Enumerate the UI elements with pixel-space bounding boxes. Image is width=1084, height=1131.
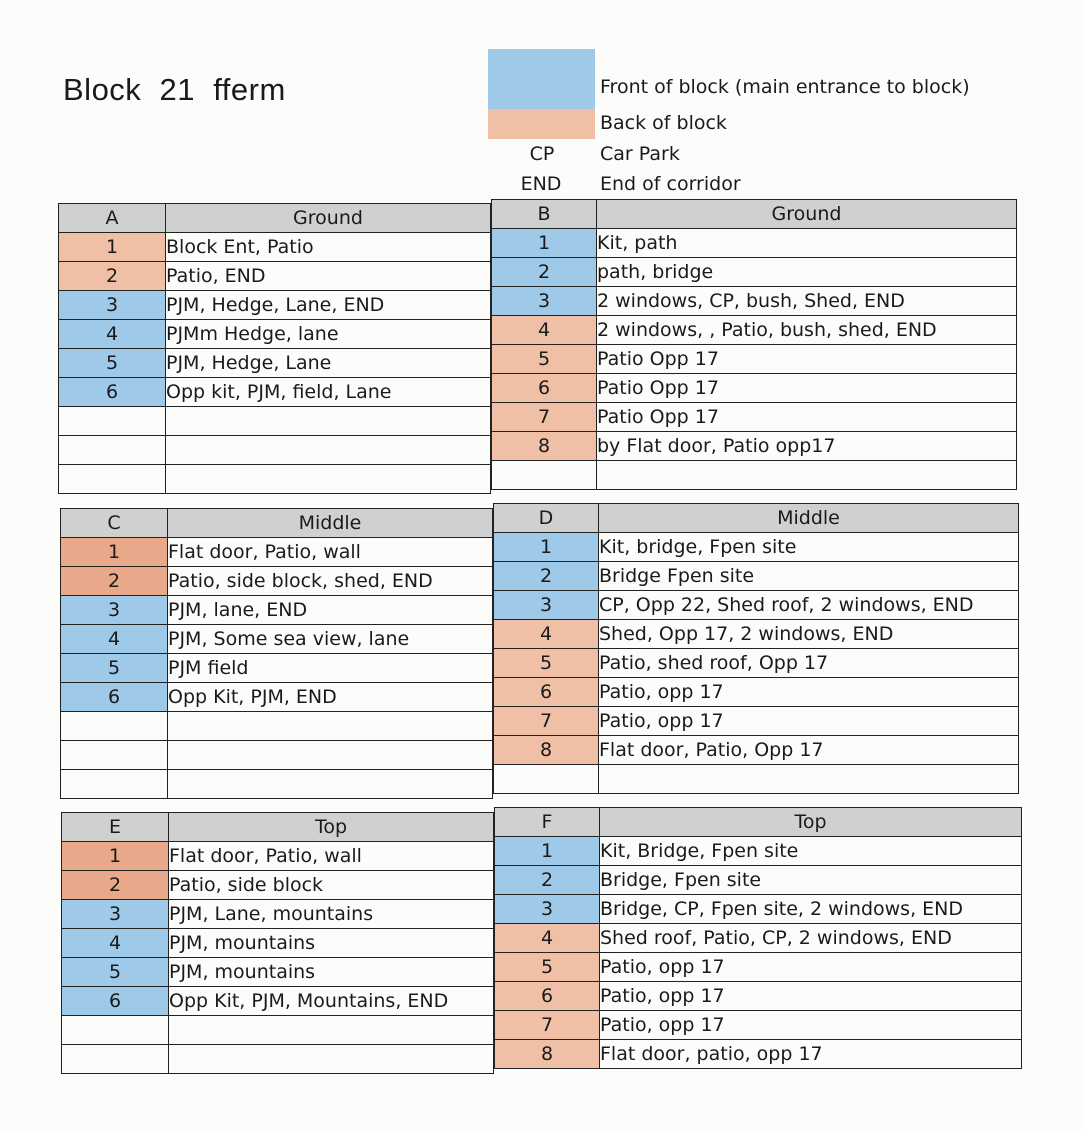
table-row <box>59 378 491 407</box>
section-letter: D <box>494 504 599 533</box>
room-number: 3 <box>495 895 600 924</box>
legend-back-label: Back of block <box>600 112 727 134</box>
section-header <box>62 813 494 842</box>
room-number: 7 <box>492 403 597 432</box>
floor-label: Middle <box>599 504 1019 533</box>
section-letter: B <box>492 200 597 229</box>
table-row <box>61 712 493 741</box>
room-number: 1 <box>494 533 599 562</box>
room-number: 8 <box>492 432 597 461</box>
room-number <box>492 461 597 490</box>
table-B <box>491 199 1017 490</box>
room-view-description: PJM, Some sea view, lane <box>168 625 493 654</box>
table-row <box>495 895 1022 924</box>
room-number: 5 <box>492 345 597 374</box>
legend-cp-label: Car Park <box>600 143 680 165</box>
section-letter: A <box>59 204 166 233</box>
room-view-description: Flat door, Patio, Opp 17 <box>599 736 1019 765</box>
room-view-description: Shed roof, Patio, CP, 2 windows, END <box>600 924 1022 953</box>
room-view-description: 2 windows, , Patio, bush, shed, END <box>597 316 1017 345</box>
room-number: 8 <box>494 736 599 765</box>
table-row <box>61 741 493 770</box>
room-view-description: Bridge Fpen site <box>599 562 1019 591</box>
table-row <box>59 436 491 465</box>
room-view-description: Flat door, Patio, wall <box>168 538 493 567</box>
room-number: 4 <box>61 625 168 654</box>
table-row <box>495 924 1022 953</box>
room-number: 6 <box>59 378 166 407</box>
table-row <box>492 461 1017 490</box>
room-view-description: Opp Kit, PJM, END <box>168 683 493 712</box>
room-view-description: 2 windows, CP, bush, Shed, END <box>597 287 1017 316</box>
table-row <box>61 683 493 712</box>
room-number: 6 <box>492 374 597 403</box>
room-number: 3 <box>59 291 166 320</box>
legend-end-abbr: END <box>520 173 562 195</box>
room-view-description <box>599 765 1019 794</box>
table-row <box>494 736 1019 765</box>
table-row <box>61 567 493 596</box>
floor-label: Top <box>169 813 494 842</box>
room-number <box>62 1045 169 1074</box>
room-number: 2 <box>492 258 597 287</box>
room-number: 2 <box>61 567 168 596</box>
room-number: 4 <box>495 924 600 953</box>
room-view-description: Patio, opp 17 <box>599 707 1019 736</box>
legend-cp-abbr: CP <box>529 143 555 165</box>
room-view-description: by Flat door, Patio opp17 <box>597 432 1017 461</box>
table-row <box>61 625 493 654</box>
table-row <box>492 258 1017 287</box>
room-number: 8 <box>495 1040 600 1069</box>
room-view-description: Patio Opp 17 <box>597 345 1017 374</box>
legend-end-label: End of corridor <box>600 173 741 195</box>
table-row <box>62 1016 494 1045</box>
floor-label: Ground <box>597 200 1017 229</box>
room-number: 2 <box>494 562 599 591</box>
room-number: 3 <box>62 900 169 929</box>
table-row <box>494 707 1019 736</box>
table-row <box>62 871 494 900</box>
floor-label: Top <box>600 808 1022 837</box>
front-swatch <box>488 49 595 109</box>
table-row <box>492 345 1017 374</box>
table-row <box>59 233 491 262</box>
section-letter: C <box>61 509 168 538</box>
room-view-description <box>169 1045 494 1074</box>
room-number: 4 <box>59 320 166 349</box>
room-view-description: path, bridge <box>597 258 1017 287</box>
table-A <box>58 203 491 494</box>
table-row <box>495 866 1022 895</box>
room-view-description: PJM, Lane, mountains <box>169 900 494 929</box>
room-view-description: Kit, bridge, Fpen site <box>599 533 1019 562</box>
room-view-description: CP, Opp 22, Shed roof, 2 windows, END <box>599 591 1019 620</box>
table-row <box>62 987 494 1016</box>
room-view-description: Patio, side block <box>169 871 494 900</box>
section-header <box>61 509 493 538</box>
table-E <box>61 812 494 1074</box>
room-view-description: Patio Opp 17 <box>597 403 1017 432</box>
room-number <box>59 436 166 465</box>
table-row <box>61 538 493 567</box>
room-view-description: Patio, END <box>166 262 491 291</box>
room-view-description: Block Ent, Patio <box>166 233 491 262</box>
room-number: 5 <box>62 958 169 987</box>
table-row <box>62 1045 494 1074</box>
room-number: 5 <box>494 649 599 678</box>
room-number <box>61 770 168 799</box>
room-number: 2 <box>62 871 169 900</box>
room-number: 7 <box>494 707 599 736</box>
room-view-description: Patio, side block, shed, END <box>168 567 493 596</box>
table-row <box>494 678 1019 707</box>
table-row <box>492 229 1017 258</box>
room-number <box>61 712 168 741</box>
room-number <box>59 465 166 494</box>
section-header <box>59 204 491 233</box>
room-view-description <box>166 465 491 494</box>
room-number: 1 <box>495 837 600 866</box>
table-row <box>494 591 1019 620</box>
table-row <box>62 900 494 929</box>
room-view-description <box>168 741 493 770</box>
section-header <box>495 808 1022 837</box>
floor-label: Middle <box>168 509 493 538</box>
table-row <box>495 1011 1022 1040</box>
room-view-description <box>168 712 493 741</box>
room-view-description: Patio, shed roof, Opp 17 <box>599 649 1019 678</box>
room-view-description <box>597 461 1017 490</box>
room-number <box>494 765 599 794</box>
room-view-description: Patio, opp 17 <box>600 953 1022 982</box>
room-view-description: Patio, opp 17 <box>600 982 1022 1011</box>
room-number: 6 <box>61 683 168 712</box>
room-view-description: Bridge, Fpen site <box>600 866 1022 895</box>
room-view-description: Kit, path <box>597 229 1017 258</box>
room-view-description: PJM field <box>168 654 493 683</box>
table-row <box>495 953 1022 982</box>
section-letter: F <box>495 808 600 837</box>
room-number <box>61 741 168 770</box>
room-view-description: PJM, Hedge, Lane <box>166 349 491 378</box>
table-row <box>495 982 1022 1011</box>
table-row <box>492 403 1017 432</box>
room-number: 3 <box>494 591 599 620</box>
room-number: 3 <box>61 596 168 625</box>
table-row <box>492 374 1017 403</box>
table-row <box>492 287 1017 316</box>
table-row <box>62 842 494 871</box>
table-F <box>494 807 1022 1069</box>
table-D <box>493 503 1019 794</box>
table-row <box>494 533 1019 562</box>
room-view-description <box>166 407 491 436</box>
page-title: Block 21 fferm <box>63 72 286 107</box>
room-view-description <box>166 436 491 465</box>
room-number: 6 <box>494 678 599 707</box>
room-view-description: PJM, lane, END <box>168 596 493 625</box>
table-row <box>59 349 491 378</box>
floor-label: Ground <box>166 204 491 233</box>
room-view-description: Bridge, CP, Fpen site, 2 windows, END <box>600 895 1022 924</box>
table-row <box>62 929 494 958</box>
room-number: 7 <box>495 1011 600 1040</box>
room-number: 1 <box>62 842 169 871</box>
back-swatch <box>488 109 595 139</box>
room-number: 5 <box>61 654 168 683</box>
room-number: 2 <box>495 866 600 895</box>
room-number <box>59 407 166 436</box>
table-row <box>494 765 1019 794</box>
room-number: 5 <box>495 953 600 982</box>
room-number <box>62 1016 169 1045</box>
table-row <box>59 407 491 436</box>
table-row <box>62 958 494 987</box>
table-row <box>61 654 493 683</box>
room-view-description: Opp Kit, PJM, Mountains, END <box>169 987 494 1016</box>
room-view-description: Patio Opp 17 <box>597 374 1017 403</box>
table-row <box>61 770 493 799</box>
room-number: 1 <box>59 233 166 262</box>
table-row <box>61 596 493 625</box>
room-view-description: Flat door, patio, opp 17 <box>600 1040 1022 1069</box>
table-row <box>494 562 1019 591</box>
room-view-description: PJM, mountains <box>169 929 494 958</box>
room-number: 4 <box>494 620 599 649</box>
room-view-description: PJMm Hedge, lane <box>166 320 491 349</box>
room-view-description <box>169 1016 494 1045</box>
table-row <box>494 649 1019 678</box>
room-number: 6 <box>495 982 600 1011</box>
table-C <box>60 508 493 799</box>
room-view-description: Patio, opp 17 <box>600 1011 1022 1040</box>
room-number: 1 <box>492 229 597 258</box>
room-number: 6 <box>62 987 169 1016</box>
room-number: 3 <box>492 287 597 316</box>
section-header <box>492 200 1017 229</box>
table-row <box>495 1040 1022 1069</box>
room-view-description: PJM, mountains <box>169 958 494 987</box>
room-view-description: PJM, Hedge, Lane, END <box>166 291 491 320</box>
table-row <box>59 465 491 494</box>
table-row <box>495 837 1022 866</box>
room-number: 4 <box>62 929 169 958</box>
table-row <box>494 620 1019 649</box>
room-number: 5 <box>59 349 166 378</box>
room-view-description <box>168 770 493 799</box>
room-view-description: Opp kit, PJM, field, Lane <box>166 378 491 407</box>
room-view-description: Kit, Bridge, Fpen site <box>600 837 1022 866</box>
section-letter: E <box>62 813 169 842</box>
room-number: 1 <box>61 538 168 567</box>
section-header <box>494 504 1019 533</box>
table-row <box>59 262 491 291</box>
table-row <box>492 432 1017 461</box>
table-row <box>59 291 491 320</box>
table-row <box>59 320 491 349</box>
room-number: 4 <box>492 316 597 345</box>
room-view-description: Shed, Opp 17, 2 windows, END <box>599 620 1019 649</box>
room-view-description: Flat door, Patio, wall <box>169 842 494 871</box>
table-row <box>492 316 1017 345</box>
room-view-description: Patio, opp 17 <box>599 678 1019 707</box>
room-number: 2 <box>59 262 166 291</box>
legend-front-label: Front of block (main entrance to block) <box>600 76 970 98</box>
